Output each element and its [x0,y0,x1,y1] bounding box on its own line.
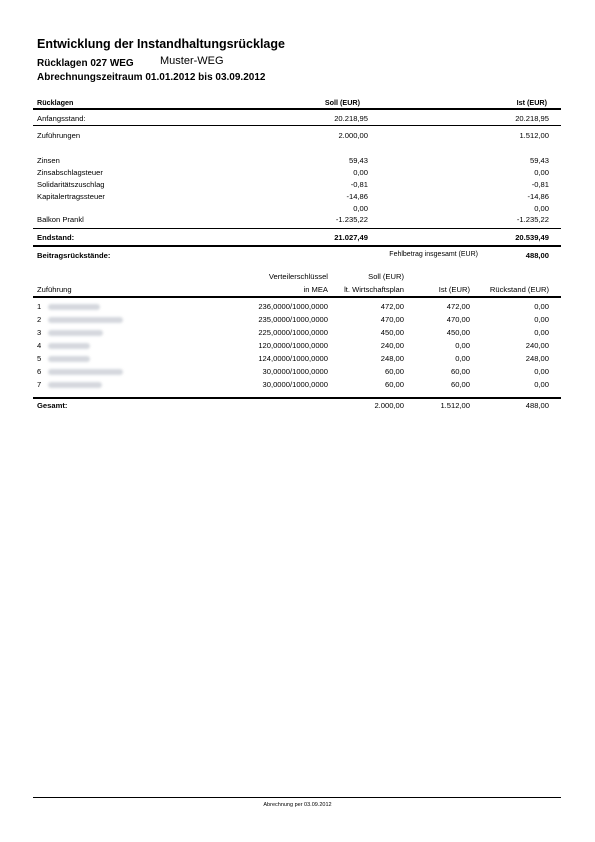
row-ist: 450,00 [446,328,470,337]
item-label: Zinsabschlagsteuer [37,168,103,177]
row-key: 124,0000/1000,0000 [258,354,328,363]
opening-label: Anfangsstand: [37,114,86,123]
col-key-1: Verteilerschlüssel [268,272,328,281]
row-ist: 0,00 [455,341,470,350]
row-key: 235,0000/1000,0000 [258,315,328,324]
row-ist: 60,00 [450,367,470,376]
item-ist: 59,43 [529,156,549,165]
row-key: 225,0000/1000,0000 [258,328,328,337]
divider [33,125,561,126]
row-rueckstand: 240,00 [525,341,549,350]
item-label: Balkon Prankl [37,215,84,224]
row-ist: 0,00 [455,354,470,363]
row-soll: 472,00 [380,302,404,311]
row-soll: 60,00 [384,367,404,376]
item-soll: -0,81 [350,180,368,189]
col-soll-2: lt. Wirtschaftsplan [344,285,404,294]
redacted-name [48,330,103,336]
row-number: 6 [37,367,42,376]
closing-soll: 21.027,49 [334,233,368,242]
item-label: Kapitalertragssteuer [37,192,105,201]
col-zufuehrung: Zuführung [37,285,72,294]
item-ist: -1.235,22 [516,215,549,224]
item-soll: 0,00 [353,204,368,213]
total-rueckstand: 488,00 [525,401,549,410]
row-rueckstand: 0,00 [534,380,549,389]
row-soll: 470,00 [380,315,404,324]
row-rueckstand: 0,00 [534,367,549,376]
reserves-col-label: Rücklagen [37,98,74,107]
row-key: 30,0000/1000,0000 [262,367,328,376]
row-ist: 472,00 [446,302,470,311]
opening-soll: 20.218,95 [334,114,368,123]
deficit-label: Fehlbetrag insgesamt (EUR) [389,251,478,258]
row-ist: 60,00 [450,380,470,389]
reserves-col-ist: Ist (EUR) [516,98,547,107]
ruecklagen-label: Rücklagen 027 WEG [37,58,134,69]
row-key: 30,0000/1000,0000 [262,380,328,389]
item-soll: 0,00 [353,168,368,177]
item-ist: -0,81 [531,180,549,189]
arrears-title: Beitragsrückstände: [37,251,111,260]
redacted-name [48,356,90,362]
reserves-col-soll: Soll (EUR) [324,98,360,107]
row-soll: 60,00 [384,380,404,389]
footer-text: Abrechnung per 03.09.2012 [263,802,332,808]
row-number: 1 [37,302,42,311]
item-ist: -14,86 [527,192,549,201]
row-rueckstand: 0,00 [534,302,549,311]
row-number: 7 [37,380,42,389]
total-soll: 2.000,00 [374,401,404,410]
redacted-name [48,382,102,388]
redacted-name [48,317,123,323]
period-label: Abrechnungszeitraum 01.01.2012 bis 03.09.2012 [37,72,266,83]
row-rueckstand: 0,00 [534,328,549,337]
row-soll: 248,00 [380,354,404,363]
additions-soll: 2.000,00 [338,131,368,140]
closing-label: Endstand: [37,233,75,242]
row-key: 236,0000/1000,0000 [258,302,328,311]
total-label: Gesamt: [37,401,68,410]
item-label: Solidaritätszuschlag [37,180,105,189]
row-number: 3 [37,328,42,337]
item-label: Zinsen [37,156,60,165]
opening-ist: 20.218,95 [515,114,549,123]
row-rueckstand: 0,00 [534,315,549,324]
row-number: 4 [37,341,42,350]
additions-ist: 1.512,00 [519,131,549,140]
closing-ist: 20.539,49 [515,233,549,242]
additions-label: Zuführungen [37,131,81,140]
row-ist: 470,00 [446,315,470,324]
item-soll: -14,86 [346,192,368,201]
divider [33,108,561,110]
row-number: 2 [37,315,42,324]
total-ist: 1.512,00 [440,401,470,410]
divider [33,296,561,298]
redacted-name [48,304,100,310]
divider [33,228,561,229]
row-number: 5 [37,354,42,363]
col-key-2: in MEA [303,285,328,294]
footer-divider [33,797,561,798]
deficit-value: 488,00 [525,251,549,260]
weg-name: Muster-WEG [160,55,224,67]
redacted-name [48,343,90,349]
item-ist: 0,00 [534,204,549,213]
page-title: Entwicklung der Instandhaltungsrücklage [37,37,285,51]
item-soll: 59,43 [348,156,368,165]
redacted-name [48,369,123,375]
row-soll: 450,00 [380,328,404,337]
divider [33,245,561,247]
divider [33,397,561,399]
row-rueckstand: 248,00 [525,354,549,363]
col-ist: Ist (EUR) [438,285,470,294]
item-ist: 0,00 [534,168,549,177]
item-soll: -1.235,22 [335,215,368,224]
row-key: 120,0000/1000,0000 [258,341,328,350]
col-soll-1: Soll (EUR) [368,272,404,281]
row-soll: 240,00 [380,341,404,350]
col-rueckstand: Rückstand (EUR) [489,285,549,294]
